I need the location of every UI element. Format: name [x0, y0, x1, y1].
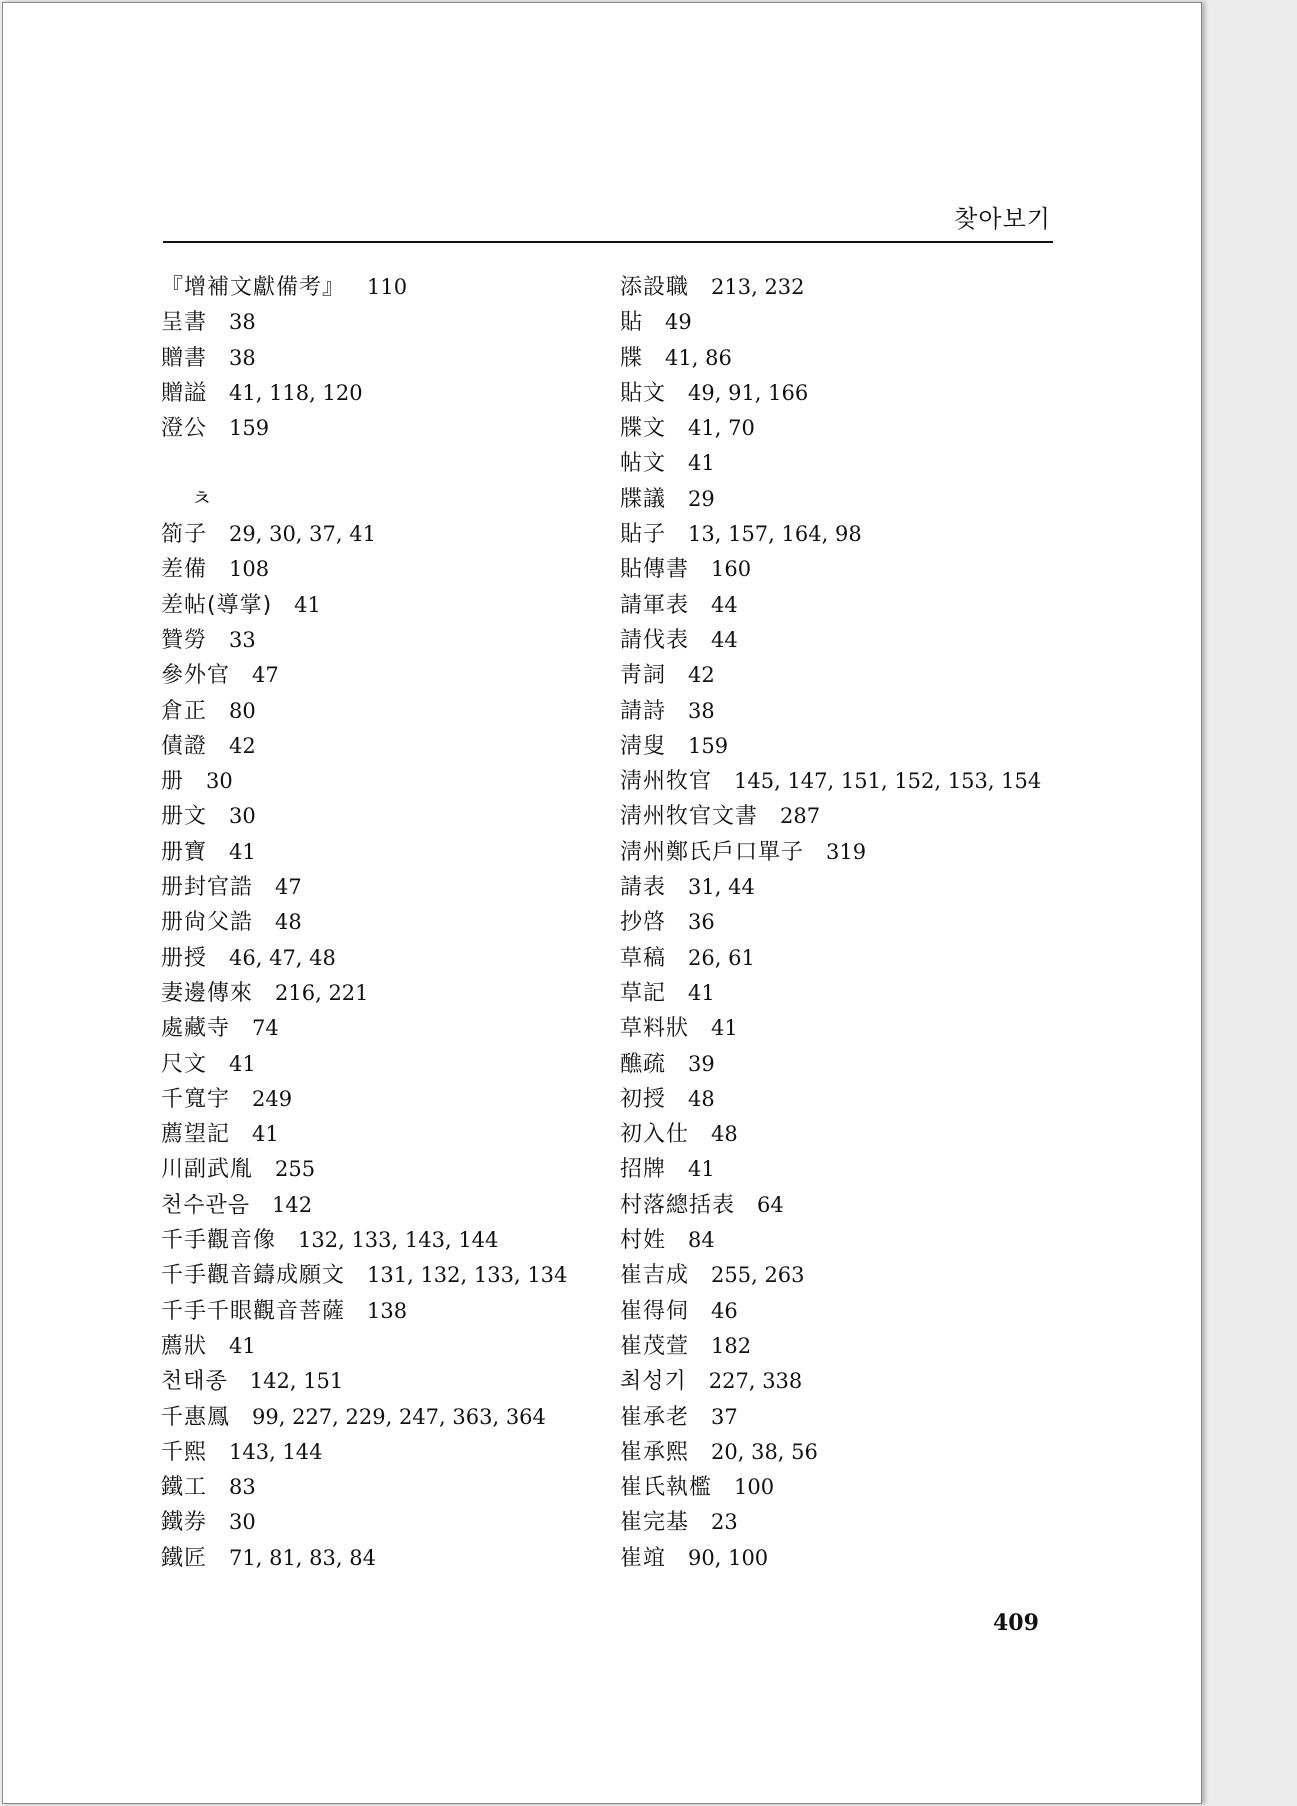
index-page-refs: 132, 133, 143, 144 [298, 1228, 499, 1253]
index-entry [620, 1152, 1090, 1187]
index-page-refs: 46, 47, 48 [229, 945, 336, 970]
index-entry [620, 305, 1090, 340]
index-term: 千手觀音像 [161, 1228, 277, 1254]
header-rule [163, 241, 1053, 243]
index-term: 千手千眼觀音菩薩 [161, 1298, 346, 1324]
index-page-refs: 42 [688, 663, 715, 688]
index-page-refs: 47 [275, 875, 302, 900]
index-entry [161, 411, 631, 446]
index-entry [161, 905, 631, 940]
index-entry [620, 623, 1090, 658]
index-term: 牒文 [620, 416, 667, 442]
index-term: 牒 [620, 345, 644, 371]
index-page-refs: 29 [688, 486, 715, 511]
index-term: 崔完基 [620, 1510, 690, 1536]
index-page-refs: 160 [711, 557, 752, 582]
index-page-refs: 41 [229, 839, 256, 864]
index-entry [161, 764, 631, 799]
index-entry [620, 941, 1090, 976]
index-entry [161, 552, 631, 587]
index-entry [620, 1505, 1090, 1540]
index-page-refs: 41 [252, 1122, 279, 1147]
index-term: 鐵匠 [161, 1545, 208, 1571]
index-term: 册 [161, 769, 185, 795]
index-term: 册寶 [161, 839, 208, 865]
index-page-refs: 49 [665, 310, 692, 335]
index-term: 箚子 [161, 522, 208, 548]
index-column-left [161, 270, 631, 1576]
index-entry [161, 305, 631, 340]
index-entry [161, 941, 631, 976]
index-page-refs: 255, 263 [711, 1263, 805, 1288]
index-term: 倉正 [161, 698, 208, 724]
index-entry [161, 870, 631, 905]
index-page-refs: 287 [780, 804, 821, 829]
index-page-refs: 30 [206, 769, 233, 794]
index-page-refs: 159 [229, 416, 270, 441]
index-term: 『增補文獻備考』 [161, 275, 346, 300]
index-page-refs: 255 [275, 1157, 316, 1182]
index-page-refs: 41 [229, 1051, 256, 1076]
index-entry [161, 1258, 631, 1293]
index-term: 招牌 [620, 1157, 667, 1183]
index-entry [161, 588, 631, 623]
index-entry [161, 517, 631, 552]
index-entry [620, 1223, 1090, 1258]
index-term: 鐵券 [161, 1510, 208, 1536]
index-entry [620, 1435, 1090, 1470]
index-page-refs: 83 [229, 1475, 256, 1500]
index-page-refs: 131, 132, 133, 134 [367, 1263, 568, 1288]
index-entry [161, 799, 631, 834]
index-entry [161, 1470, 631, 1505]
index-entry [161, 1329, 631, 1364]
index-entry [161, 1541, 631, 1576]
index-term: 債證 [161, 733, 208, 759]
index-term: 册授 [161, 945, 208, 971]
index-entry [161, 1223, 631, 1258]
index-entry [620, 1188, 1090, 1223]
index-term: 崔承熙 [620, 1439, 690, 1465]
index-entry [620, 1364, 1090, 1399]
index-entry [620, 446, 1090, 481]
index-page-refs: 84 [688, 1228, 715, 1253]
index-term: 參外官 [161, 663, 231, 689]
index-entry [620, 1294, 1090, 1329]
index-term: 薦望記 [161, 1122, 231, 1148]
index-page-refs: 41 [294, 592, 321, 617]
index-entry [161, 1435, 631, 1470]
index-entry [161, 1011, 631, 1046]
index-page-refs: 30 [229, 1510, 256, 1535]
index-term: 千手觀音鑄成願文 [161, 1263, 346, 1289]
index-page-refs: 74 [252, 1016, 279, 1041]
index-page-refs: 145, 147, 151, 152, 153, 154 [734, 769, 1042, 794]
index-entry [161, 1047, 631, 1082]
index-term: 崔茂萱 [620, 1333, 690, 1359]
index-page-refs: 143, 144 [229, 1439, 323, 1464]
index-entry [161, 341, 631, 376]
section-heading: ㅊ [191, 486, 213, 512]
index-page-refs: 44 [711, 592, 738, 617]
index-term: 抄啓 [620, 910, 667, 936]
index-page-refs: 46 [711, 1298, 738, 1323]
index-term: 貼 [620, 310, 644, 336]
index-term: 鐵工 [161, 1475, 208, 1501]
index-term: 천태종 [161, 1369, 228, 1395]
running-header-title: 찾아보기 [954, 205, 1051, 233]
index-term: 贈謚 [161, 380, 208, 406]
index-page-refs: 20, 38, 56 [711, 1439, 818, 1464]
index-term: 初入仕 [620, 1122, 690, 1148]
index-entry [161, 835, 631, 870]
index-term: 册封官誥 [161, 875, 254, 901]
index-term: 崔得伺 [620, 1298, 690, 1324]
index-page-refs: 80 [229, 698, 256, 723]
index-page-refs: 49, 91, 166 [688, 380, 809, 405]
index-page-refs: 182 [711, 1333, 752, 1358]
index-page-refs: 213, 232 [711, 275, 805, 299]
index-term: 천수관음 [161, 1192, 251, 1218]
index-term: 妻邊傳來 [161, 980, 254, 1006]
index-entry [620, 411, 1090, 446]
index-page-refs: 159 [688, 733, 729, 758]
index-term: 添設職 [620, 275, 690, 300]
index-entry [620, 552, 1090, 587]
index-page-refs: 38 [229, 345, 256, 370]
index-page-refs: 44 [711, 627, 738, 652]
index-page-refs: 41, 86 [665, 345, 732, 370]
index-term: 贊勞 [161, 627, 208, 653]
index-term: 靑詞 [620, 663, 667, 689]
index-page-refs: 33 [229, 627, 256, 652]
index-term: 請伐表 [620, 627, 690, 653]
index-term: 최성기 [620, 1369, 687, 1395]
index-page-refs: 71, 81, 83, 84 [229, 1545, 376, 1570]
index-page-refs: 47 [252, 663, 279, 688]
index-term: 村落總括表 [620, 1192, 736, 1218]
index-page-refs: 41, 70 [688, 416, 755, 441]
index-term: 千惠鳳 [161, 1404, 231, 1430]
index-entry [620, 482, 1090, 517]
index-entry [161, 976, 631, 1011]
index-term: 初授 [620, 1086, 667, 1112]
index-page-refs: 90, 100 [688, 1545, 769, 1570]
index-term: 差帖(導掌) [161, 592, 273, 618]
index-entry [620, 729, 1090, 764]
index-term: 處藏寺 [161, 1016, 231, 1042]
index-entry [620, 1541, 1090, 1576]
index-page-refs: 110 [367, 275, 408, 299]
index-entry [161, 1400, 631, 1435]
index-entry [620, 1400, 1090, 1435]
index-term: 崔承老 [620, 1404, 690, 1430]
index-term: 薦狀 [161, 1333, 208, 1359]
index-page-refs: 41 [688, 980, 715, 1005]
index-page-refs: 39 [688, 1051, 715, 1076]
index-entry [620, 835, 1090, 870]
index-page-refs: 227, 338 [708, 1369, 803, 1394]
index-page-refs: 38 [229, 310, 256, 335]
index-term: 千寬宇 [161, 1086, 231, 1112]
index-term: 呈書 [161, 310, 208, 336]
index-entry [620, 517, 1090, 552]
index-term: 贈書 [161, 345, 208, 371]
index-term: 册尙父誥 [161, 910, 254, 936]
index-term: 淸州牧官文書 [620, 804, 759, 830]
index-page-refs: 26, 61 [688, 945, 755, 970]
index-term: 册文 [161, 804, 208, 830]
index-term: 貼子 [620, 522, 667, 548]
index-page-refs: 319 [826, 839, 867, 864]
index-entry [620, 1258, 1090, 1293]
index-page-refs: 216, 221 [275, 980, 369, 1005]
index-page-refs: 31, 44 [688, 875, 755, 900]
index-term: 淸州牧官 [620, 769, 713, 795]
index-entry [620, 764, 1090, 799]
index-term: 草料狀 [620, 1016, 690, 1042]
index-page-refs: 108 [229, 557, 270, 582]
index-term: 請表 [620, 875, 667, 901]
index-page-refs: 36 [688, 910, 715, 935]
index-page-refs: 48 [711, 1122, 738, 1147]
index-page-refs: 23 [711, 1510, 738, 1535]
index-term: 川副武胤 [161, 1157, 254, 1183]
index-entry [161, 1117, 631, 1152]
index-page-refs: 249 [252, 1086, 293, 1111]
index-page-refs: 41 [229, 1333, 256, 1358]
index-entry [620, 694, 1090, 729]
index-entry [620, 1011, 1090, 1046]
page-number: 409 [993, 1610, 1039, 1636]
index-entry [620, 905, 1090, 940]
index-entry [161, 376, 631, 411]
index-term: 淸叟 [620, 733, 667, 759]
index-term: 崔竩 [620, 1545, 667, 1571]
index-entry [620, 1082, 1090, 1117]
index-term: 尺文 [161, 1051, 208, 1077]
index-page-refs: 41 [688, 1157, 715, 1182]
index-entry [161, 1505, 631, 1540]
index-page-refs: 41 [711, 1016, 738, 1041]
index-column-right [620, 270, 1090, 1576]
index-page-refs: 99, 227, 229, 247, 363, 364 [252, 1404, 546, 1429]
index-term: 請軍表 [620, 592, 690, 618]
index-page-refs: 13, 157, 164, 98 [688, 522, 862, 547]
index-entry [161, 1294, 631, 1329]
index-entry [620, 1329, 1090, 1364]
index-entry [161, 1364, 631, 1399]
index-entry [620, 976, 1090, 1011]
index-entry [620, 270, 1090, 305]
index-page-refs: 38 [688, 698, 715, 723]
index-page-refs: 37 [711, 1404, 738, 1429]
index-term: 牒議 [620, 486, 667, 512]
index-page-refs: 48 [275, 910, 302, 935]
index-entry [161, 1152, 631, 1187]
index-term: 淸州鄭氏戶口單子 [620, 839, 805, 865]
index-term: 崔吉成 [620, 1263, 690, 1289]
index-entry [161, 1188, 631, 1223]
index-term: 村姓 [620, 1228, 667, 1254]
index-entry [161, 623, 631, 658]
index-entry [161, 694, 631, 729]
index-page-refs: 64 [757, 1192, 784, 1217]
index-entry [620, 870, 1090, 905]
index-entry [161, 729, 631, 764]
index-term: 草稿 [620, 945, 667, 971]
index-entry [620, 1047, 1090, 1082]
index-entry [161, 1082, 631, 1117]
index-page-refs: 41 [688, 451, 715, 476]
index-entry [161, 658, 631, 693]
index-entry [620, 799, 1090, 834]
document-page [2, 2, 1202, 1804]
index-page-refs: 100 [734, 1475, 775, 1500]
section-spacer [161, 446, 631, 481]
index-term: 千熙 [161, 1439, 208, 1465]
index-page-refs: 142 [272, 1192, 313, 1217]
index-entry [620, 588, 1090, 623]
index-page-refs: 142, 151 [249, 1369, 344, 1394]
index-term: 草記 [620, 980, 667, 1006]
index-page-refs: 30 [229, 804, 256, 829]
index-page-refs: 29, 30, 37, 41 [229, 522, 376, 547]
index-term: 崔氏執檻 [620, 1475, 713, 1501]
index-entry [620, 341, 1090, 376]
index-page-refs: 41, 118, 120 [229, 380, 363, 405]
index-term: 澄公 [161, 416, 208, 442]
index-term: 貼傳書 [620, 557, 690, 583]
index-term: 請詩 [620, 698, 667, 724]
index-term: 差備 [161, 557, 208, 583]
index-term: 貼文 [620, 380, 667, 406]
index-entry [620, 658, 1090, 693]
index-entry [620, 1470, 1090, 1505]
index-entry [161, 270, 631, 305]
index-term: 醮疏 [620, 1051, 667, 1077]
index-entry [620, 1117, 1090, 1152]
index-page-refs: 48 [688, 1086, 715, 1111]
index-entry [620, 376, 1090, 411]
index-page-refs: 42 [229, 733, 256, 758]
index-term: 帖文 [620, 451, 667, 477]
index-page-refs: 138 [367, 1298, 408, 1323]
